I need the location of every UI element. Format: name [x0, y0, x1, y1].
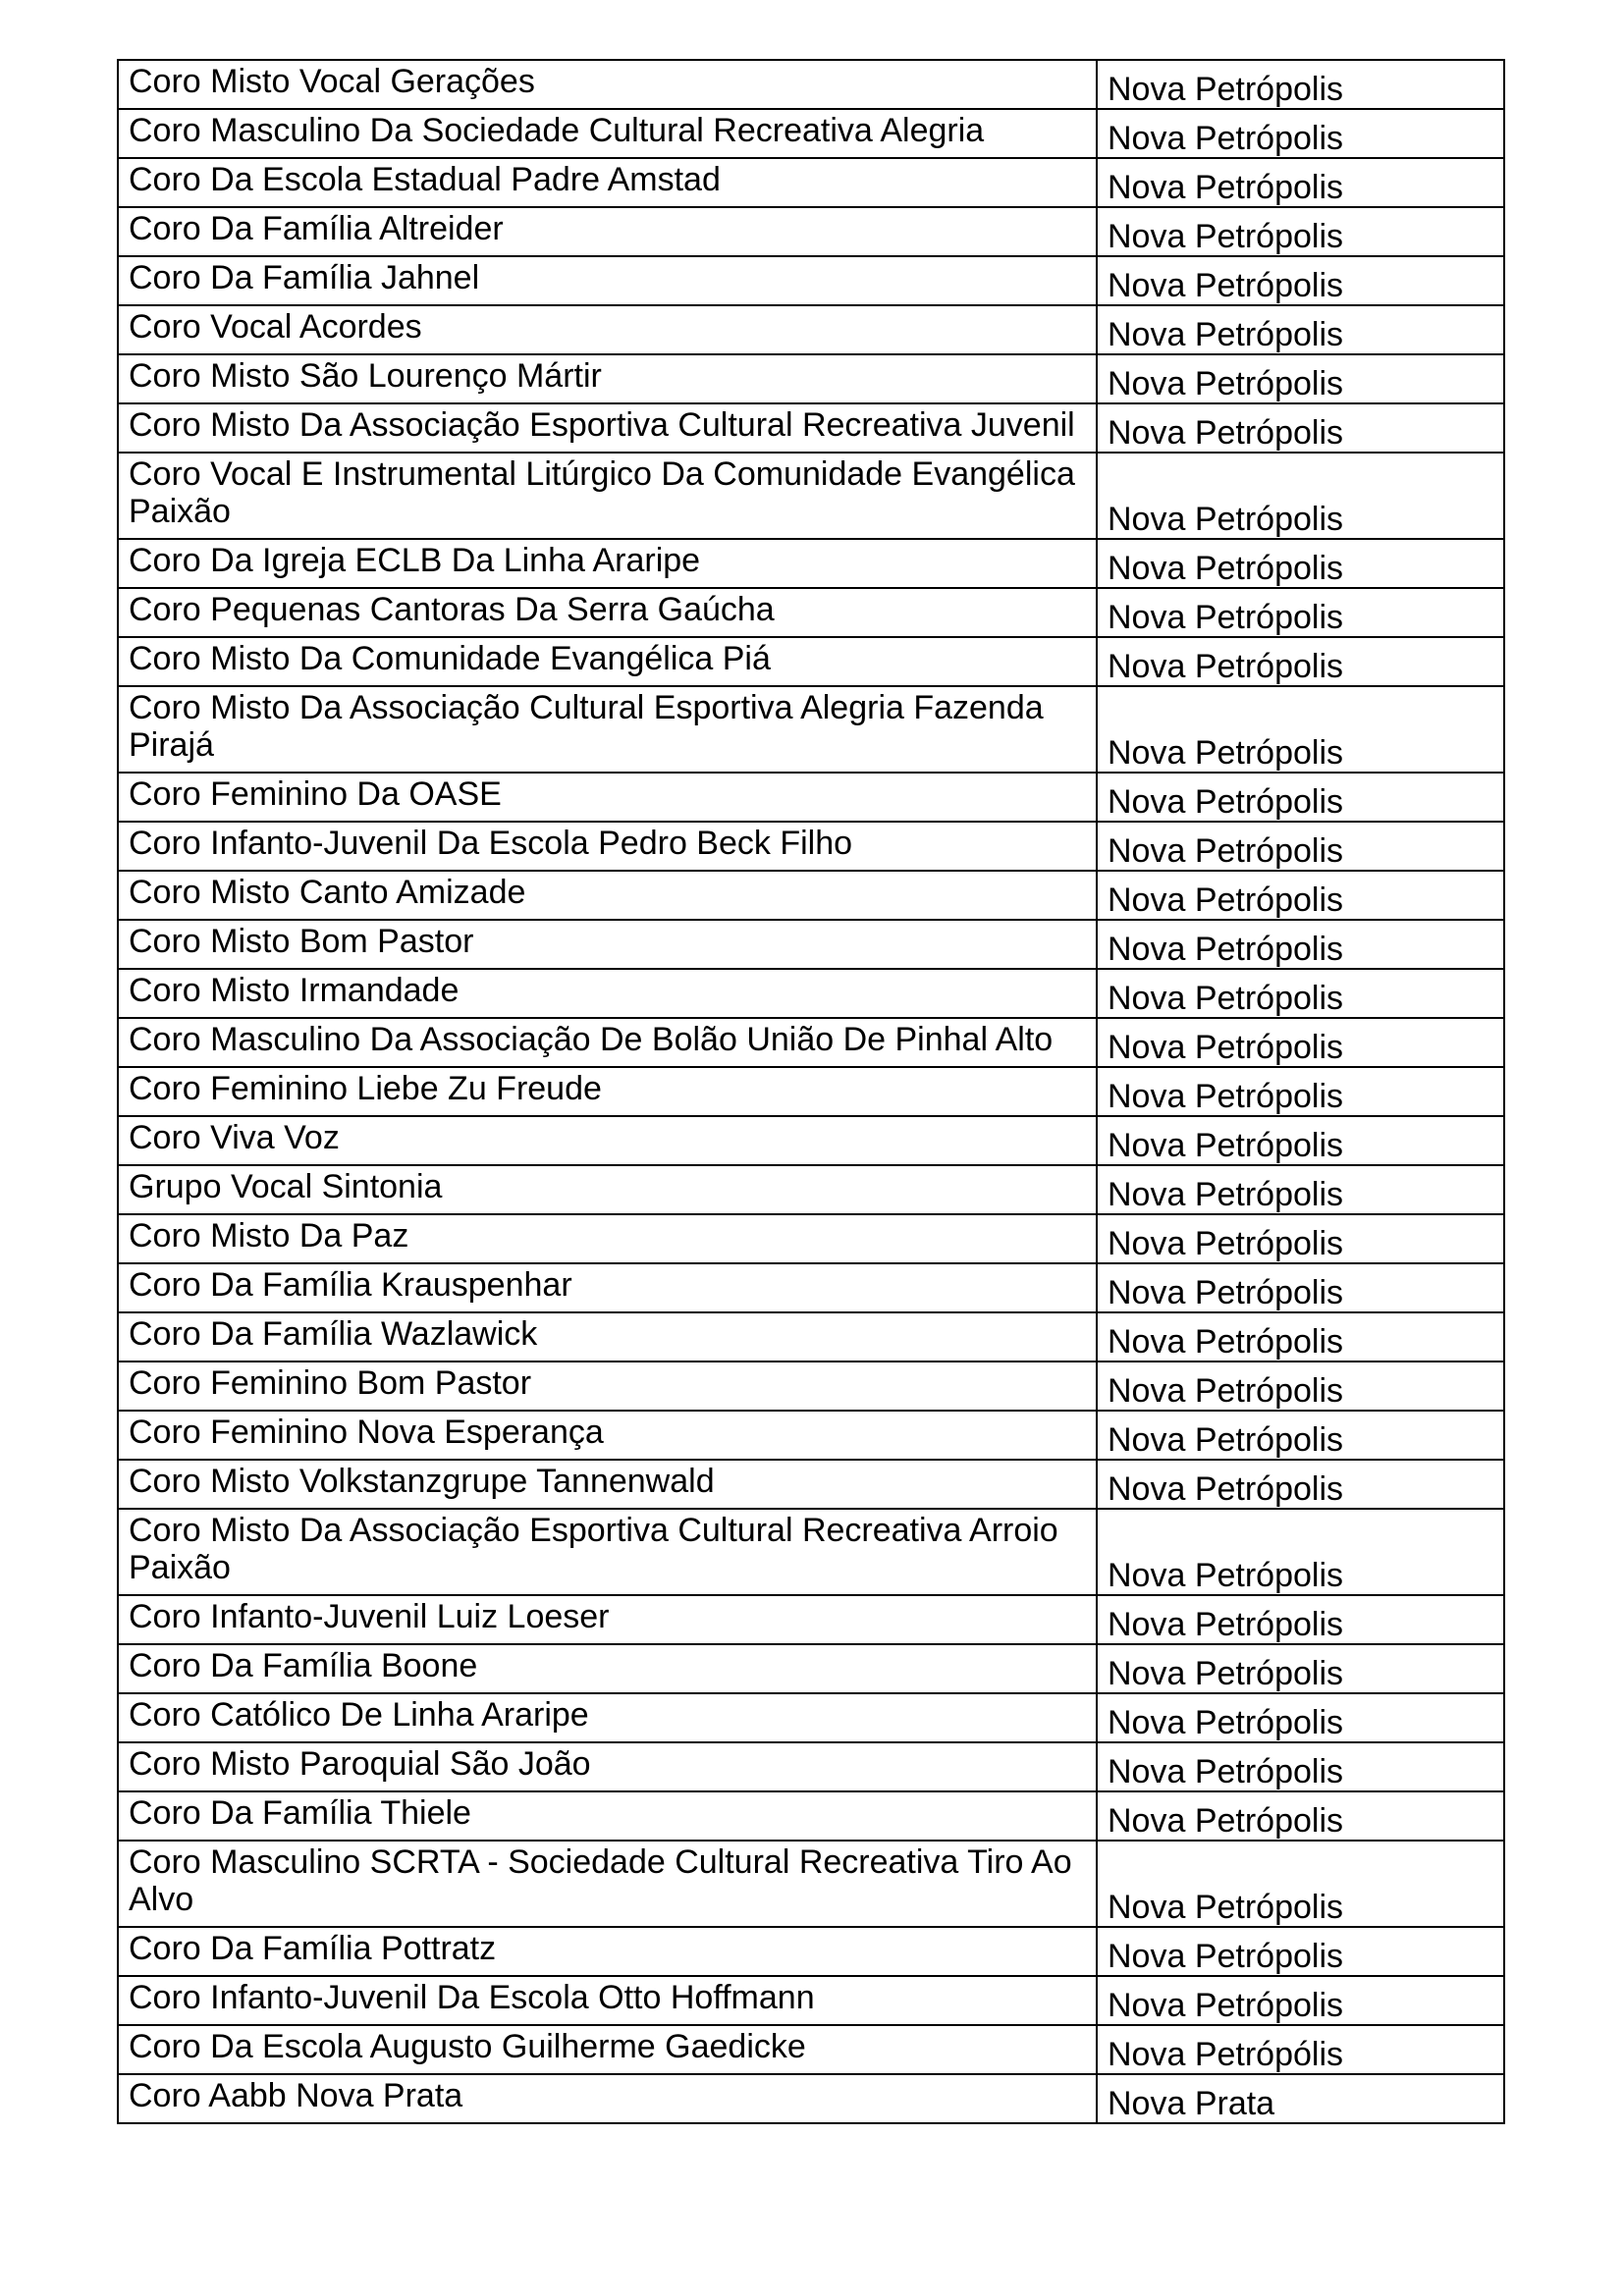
- choir-name-cell: Coro Feminino Da OASE: [118, 773, 1097, 822]
- choir-name-cell: Coro Pequenas Cantoras Da Serra Gaúcha: [118, 588, 1097, 637]
- choir-name-cell: Coro Da Escola Augusto Guilherme Gaedicke: [118, 2025, 1097, 2074]
- table-row: [118, 1312, 1504, 1362]
- table-row: [118, 1116, 1504, 1165]
- choir-name-cell: Coro Misto Da Comunidade Evangélica Piá: [118, 637, 1097, 686]
- choir-name-cell: Coro Misto Irmandade: [118, 969, 1097, 1018]
- city-cell: Nova Petrópolis: [1097, 1411, 1504, 1460]
- choir-name-cell: Coro Da Família Boone: [118, 1644, 1097, 1693]
- table-row: [118, 453, 1504, 539]
- choir-name-cell: Coro Misto Bom Pastor: [118, 920, 1097, 969]
- city-cell: Nova Petrópolis: [1097, 871, 1504, 920]
- table-row: [118, 1018, 1504, 1067]
- choir-name-cell: Coro Misto Canto Amizade: [118, 871, 1097, 920]
- city-cell: Nova Petrópolis: [1097, 1214, 1504, 1263]
- table-row: [118, 539, 1504, 588]
- choir-name-cell: Coro Da Família Jahnel: [118, 256, 1097, 305]
- table-row: [118, 109, 1504, 158]
- city-cell: Nova Petrópolis: [1097, 539, 1504, 588]
- table-row: [118, 403, 1504, 453]
- city-cell: Nova Petrópolis: [1097, 1976, 1504, 2025]
- table-row: [118, 1067, 1504, 1116]
- choir-name-cell: Coro Infanto-Juvenil Da Escola Otto Hoffmann: [118, 1976, 1097, 2025]
- table-row: [118, 1595, 1504, 1644]
- choir-name-cell: Coro Vocal E Instrumental Litúrgico Da Comunidade Evangélica Paixão: [118, 453, 1097, 539]
- city-cell: Nova Petrópolis: [1097, 158, 1504, 207]
- table-row: [118, 1362, 1504, 1411]
- choir-name-cell: Coro Misto Volkstanzgrupe Tannenwald: [118, 1460, 1097, 1509]
- choir-table: [117, 59, 1505, 2124]
- table-row: [118, 1165, 1504, 1214]
- choir-name-cell: Coro Misto Paroquial São João: [118, 1742, 1097, 1791]
- city-cell: Nova Petrópolis: [1097, 1018, 1504, 1067]
- table-row: [118, 1841, 1504, 1927]
- table-row: [118, 2025, 1504, 2074]
- choir-name-cell: Coro Da Igreja ECLB Da Linha Araripe: [118, 539, 1097, 588]
- city-cell: Nova Petrópolis: [1097, 305, 1504, 354]
- table-row: [118, 1509, 1504, 1595]
- table-row: [118, 871, 1504, 920]
- city-cell: Nova Petrópolis: [1097, 1927, 1504, 1976]
- choir-name-cell: Coro Infanto-Juvenil Luiz Loeser: [118, 1595, 1097, 1644]
- city-cell: Nova Petrópolis: [1097, 1067, 1504, 1116]
- city-cell: Nova Petrópolis: [1097, 1841, 1504, 1927]
- city-cell: Nova Petrópolis: [1097, 1116, 1504, 1165]
- choir-name-cell: Coro Da Família Wazlawick: [118, 1312, 1097, 1362]
- table-row: [118, 773, 1504, 822]
- choir-name-cell: Coro Infanto-Juvenil Da Escola Pedro Beck Filho: [118, 822, 1097, 871]
- choir-name-cell: Coro Vocal Acordes: [118, 305, 1097, 354]
- choir-name-cell: Coro Feminino Liebe Zu Freude: [118, 1067, 1097, 1116]
- choir-name-cell: Coro Da Família Krauspenhar: [118, 1263, 1097, 1312]
- choir-name-cell: Coro Misto São Lourenço Mártir: [118, 354, 1097, 403]
- choir-table-body: [118, 60, 1504, 2123]
- table-row: [118, 60, 1504, 109]
- table-row: [118, 686, 1504, 773]
- choir-name-cell: Coro Misto Vocal Gerações: [118, 60, 1097, 109]
- city-cell: Nova Petrópolis: [1097, 920, 1504, 969]
- city-cell: Nova Petrópolis: [1097, 403, 1504, 453]
- table-row: [118, 1791, 1504, 1841]
- choir-name-cell: Coro Masculino SCRTA - Sociedade Cultural Recreativa Tiro Ao Alvo: [118, 1841, 1097, 1927]
- city-cell: Nova Petrópolis: [1097, 60, 1504, 109]
- city-cell: Nova Petrópólis: [1097, 2025, 1504, 2074]
- choir-name-cell: Coro Da Família Altreider: [118, 207, 1097, 256]
- table-row: [118, 256, 1504, 305]
- choir-name-cell: Coro Aabb Nova Prata: [118, 2074, 1097, 2123]
- city-cell: Nova Petrópolis: [1097, 1509, 1504, 1595]
- city-cell: Nova Petrópolis: [1097, 1693, 1504, 1742]
- table-row: [118, 158, 1504, 207]
- city-cell: Nova Petrópolis: [1097, 354, 1504, 403]
- city-cell: Nova Petrópolis: [1097, 1165, 1504, 1214]
- city-cell: Nova Petrópolis: [1097, 453, 1504, 539]
- table-row: [118, 588, 1504, 637]
- choir-name-cell: Grupo Vocal Sintonia: [118, 1165, 1097, 1214]
- city-cell: Nova Petrópolis: [1097, 207, 1504, 256]
- choir-name-cell: Coro Da Família Pottratz: [118, 1927, 1097, 1976]
- city-cell: Nova Petrópolis: [1097, 1460, 1504, 1509]
- choir-name-cell: Coro Feminino Bom Pastor: [118, 1362, 1097, 1411]
- table-row: [118, 822, 1504, 871]
- table-row: [118, 637, 1504, 686]
- city-cell: Nova Petrópolis: [1097, 969, 1504, 1018]
- table-row: [118, 1693, 1504, 1742]
- choir-name-cell: Coro Misto Da Associação Esportiva Cultural Recreativa Juvenil: [118, 403, 1097, 453]
- choir-name-cell: Coro Viva Voz: [118, 1116, 1097, 1165]
- city-cell: Nova Petrópolis: [1097, 1595, 1504, 1644]
- city-cell: Nova Petrópolis: [1097, 1791, 1504, 1841]
- table-row: [118, 1742, 1504, 1791]
- choir-name-cell: Coro Misto Da Associação Cultural Esportiva Alegria Fazenda Pirajá: [118, 686, 1097, 773]
- table-row: [118, 305, 1504, 354]
- city-cell: Nova Petrópolis: [1097, 1644, 1504, 1693]
- city-cell: Nova Petrópolis: [1097, 1742, 1504, 1791]
- choir-name-cell: Coro Misto Da Associação Esportiva Cultural Recreativa Arroio Paixão: [118, 1509, 1097, 1595]
- city-cell: Nova Petrópolis: [1097, 1362, 1504, 1411]
- table-row: [118, 1214, 1504, 1263]
- choir-name-cell: Coro Da Família Thiele: [118, 1791, 1097, 1841]
- choir-name-cell: Coro Feminino Nova Esperança: [118, 1411, 1097, 1460]
- table-row: [118, 1927, 1504, 1976]
- table-row: [118, 969, 1504, 1018]
- table-row: [118, 1460, 1504, 1509]
- table-row: [118, 207, 1504, 256]
- table-row: [118, 920, 1504, 969]
- city-cell: Nova Prata: [1097, 2074, 1504, 2123]
- choir-name-cell: Coro Da Escola Estadual Padre Amstad: [118, 158, 1097, 207]
- city-cell: Nova Petrópolis: [1097, 773, 1504, 822]
- city-cell: Nova Petrópolis: [1097, 256, 1504, 305]
- city-cell: Nova Petrópolis: [1097, 1263, 1504, 1312]
- city-cell: Nova Petrópolis: [1097, 822, 1504, 871]
- city-cell: Nova Petrópolis: [1097, 637, 1504, 686]
- city-cell: Nova Petrópolis: [1097, 588, 1504, 637]
- city-cell: Nova Petrópolis: [1097, 1312, 1504, 1362]
- choir-name-cell: Coro Católico De Linha Araripe: [118, 1693, 1097, 1742]
- table-row: [118, 354, 1504, 403]
- table-row: [118, 1411, 1504, 1460]
- table-row: [118, 1976, 1504, 2025]
- table-row: [118, 1644, 1504, 1693]
- choir-name-cell: Coro Masculino Da Associação De Bolão União De Pinhal Alto: [118, 1018, 1097, 1067]
- city-cell: Nova Petrópolis: [1097, 686, 1504, 773]
- table-row: [118, 1263, 1504, 1312]
- choir-name-cell: Coro Masculino Da Sociedade Cultural Recreativa Alegria: [118, 109, 1097, 158]
- city-cell: Nova Petrópolis: [1097, 109, 1504, 158]
- table-row: [118, 2074, 1504, 2123]
- choir-name-cell: Coro Misto Da Paz: [118, 1214, 1097, 1263]
